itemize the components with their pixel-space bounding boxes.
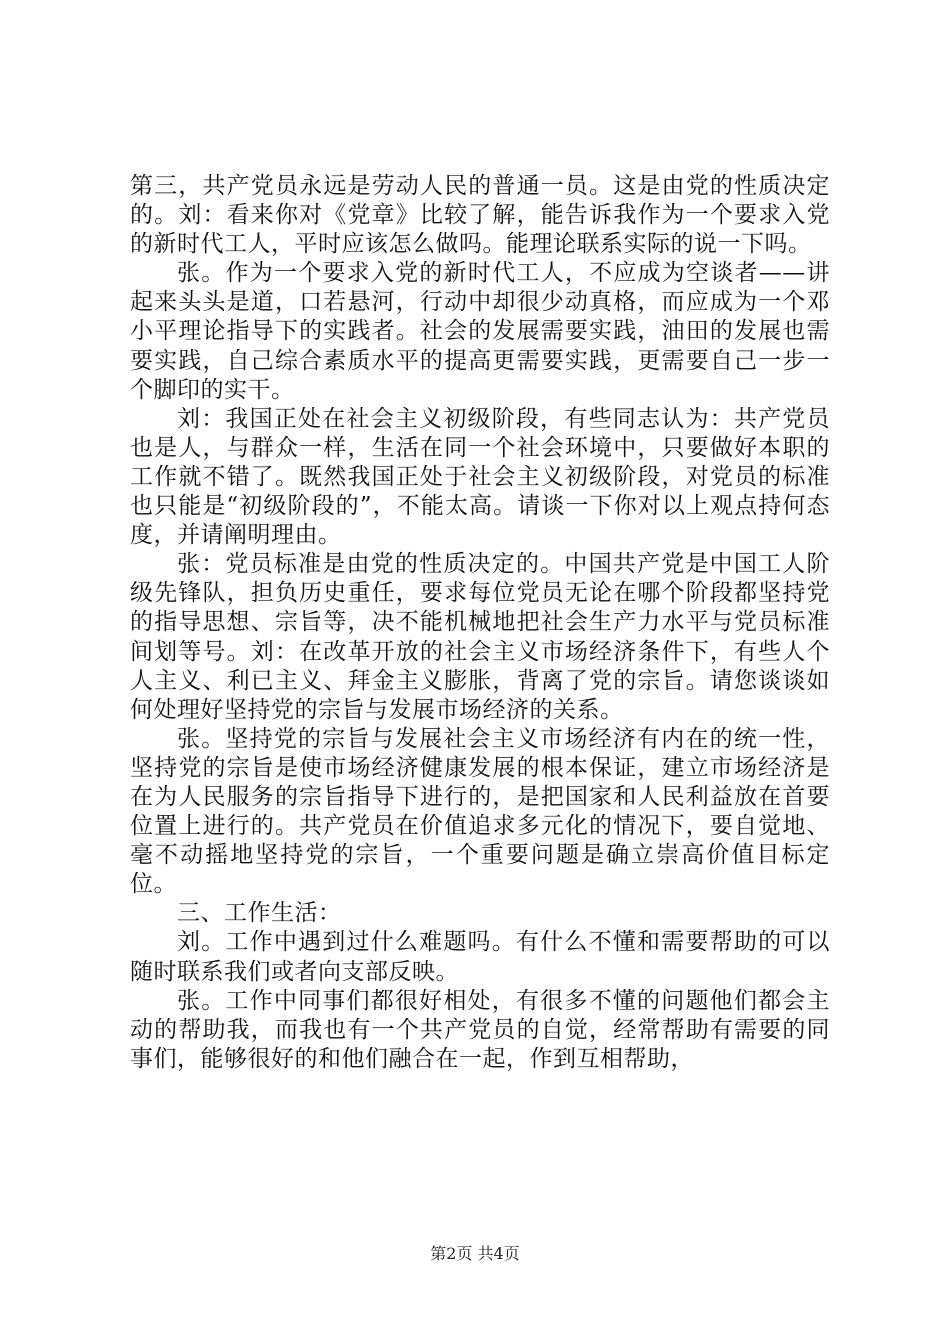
document-body xyxy=(130,172,830,1074)
paragraph-2: 张。作为一个要求入党的新时代工人，不应成为空谈者——讲起来头头是道，口若悬河，行动中却很少动真格，而应成为一个邓小平理论指导下的实践者。社会的发展需要实践，油田的发展也需要实践，自己综合素质水平的提高更需要实践，更需要自己一步一个脚印的实干。 xyxy=(130,260,830,403)
section-heading-work-life: 三、工作生活： xyxy=(177,900,342,927)
paragraph-5: 张。坚持党的宗旨与发展社会主义市场经济有内在的统一性，坚持党的宗旨是使市场经济健康发展的根本保证，建立市场经济是在为人民服务的宗旨指导下进行的，是把国家和人民利益放在首要位置上进行的。共产党员在价值追求多元化的情况下，要自觉地、毫不动摇地坚持党的宗旨，一个重要问题是确立崇高价值目标定位。 xyxy=(130,725,830,898)
paragraph-3: 刘：我国正处在社会主义初级阶段，有些同志认为：共产党员也是人，与群众一样，生活在同一个社会环境中，只要做好本职的工作就不错了。既然我国正处于社会主义初级阶段，对党员的标准也只能是“初级阶段的”，不能太高。请谈一下你对以上观点持何态度，并请阐明理由。 xyxy=(130,405,830,549)
paragraph-1: 第三，共产党员永远是劳动人民的普通一员。这是由党的性质决定的。刘：看来你对《党章》比较了解，能告诉我作为一个要求入党的新时代工人，平时应该怎么做吗。能理论联系实际的说一下吗。 xyxy=(130,173,830,258)
paragraph-4: 张：党员标准是由党的性质决定的。中国共产党是中国工人阶级先锋队，担负历史重任，要求每位党员无论在哪个阶段都坚持党的指导思想、宗旨等，决不能机械地把社会生产力水平与党员标准间划等号。刘：在改革开放的社会主义市场经济条件下，有些人个人主义、利已主义、拜金主义膨胀，背离了党的宗旨。请您谈谈如何处理好坚持党的宗旨与发展市场经济的关系。 xyxy=(130,551,830,723)
paragraph-6: 刘。工作中遇到过什么难题吗。有什么不懂和需要帮助的可以随时联系我们或者向支部反映。 xyxy=(130,929,830,985)
page-number-footer: 第2页 共4页 xyxy=(430,1244,520,1263)
paragraph-7: 张。工作中同事们都很好相处，有很多不懂的问题他们都会主动的帮助我，而我也有一个共产党员的自觉，经常帮助有需要的同事们，能够很好的和他们融合在一起，作到互相帮助， xyxy=(130,987,830,1072)
